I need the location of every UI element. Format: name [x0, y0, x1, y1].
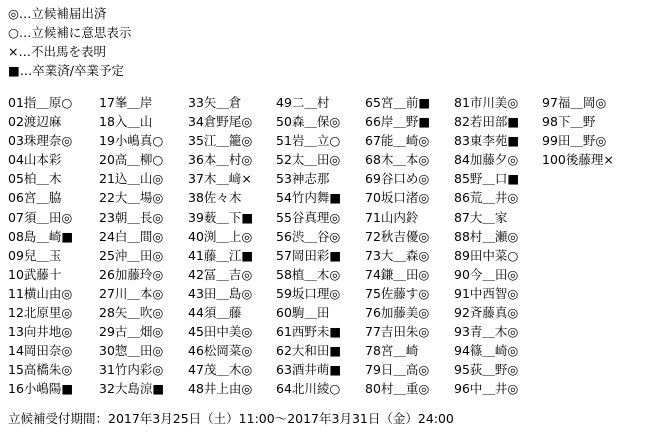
candidate-entry: 34倉野尾◎ [188, 114, 253, 130]
candidate-entry: 21込＿山◎ [99, 171, 164, 187]
candidate-entry: 97福＿岡◎ [542, 95, 607, 110]
candidate-entry: 43田＿島◎ [188, 285, 253, 301]
candidate-entry: 37木＿﨑× [188, 171, 252, 187]
candidate-entry: 82若田部■ [454, 114, 520, 130]
candidate-entry: 11横山由◎ [8, 285, 73, 301]
candidate-entry: 57岡田彩■ [276, 247, 342, 263]
candidate-column-6 [454, 93, 519, 399]
candidate-entry: 36本＿村◎ [188, 152, 253, 168]
candidate-entry: 64北川綾○ [276, 381, 341, 397]
candidate-entry: 96中＿井◎ [454, 381, 519, 397]
candidate-entry: 61西野未■ [276, 324, 342, 340]
candidate-entry: 58植＿木◎ [276, 266, 341, 282]
candidate-entry: 35江＿籠◎ [188, 133, 253, 149]
candidate-entry: 73大＿森◎ [365, 247, 430, 263]
candidate-entry: 63酒井萌■ [276, 362, 342, 378]
candidate-entry: 18入＿山 [99, 114, 153, 130]
candidate-column-1 [8, 93, 73, 399]
candidate-column-4 [276, 93, 341, 399]
candidate-entry: 47茂＿木◎ [188, 362, 253, 378]
candidate-entry: 01指＿原○ [8, 95, 73, 110]
candidate-entry: 86荒＿井◎ [454, 190, 519, 206]
candidate-column-3 [188, 93, 253, 399]
candidate-entry: 54竹内舞■ [276, 190, 342, 206]
candidate-entry: 89田中菜○ [454, 247, 519, 263]
candidate-entry: 68木＿本◎ [365, 152, 430, 168]
candidate-entry: 88村＿瀬◎ [454, 228, 519, 244]
legend-filed: ◎…立候補届出済 [8, 6, 107, 21]
legend-not-running: ×…不出馬を表明 [8, 44, 106, 59]
candidate-entry: 17峯＿岸 [99, 95, 153, 110]
candidate-entry: 40渕＿上◎ [188, 228, 253, 244]
candidate-entry: 42冨＿吉◎ [188, 266, 253, 282]
legend-graduated: ■…卒業済/卒業予定 [8, 63, 125, 78]
candidate-entry: 05柏＿木 [8, 171, 62, 187]
candidate-entry: 66岸＿野■ [365, 114, 431, 130]
candidate-entry: 56渋＿谷◎ [276, 228, 341, 244]
candidate-entry: 84加藤夕◎ [454, 152, 519, 168]
candidate-entry: 02渡辺麻 [8, 114, 62, 130]
candidate-entry: 50森＿保◎ [276, 114, 341, 130]
candidate-entry: 24白＿間◎ [99, 228, 164, 244]
candidate-entry: 25沖＿田◎ [99, 247, 164, 263]
candidate-entry: 04山本彩 [8, 152, 62, 168]
candidate-entry: 19小嶋真○ [99, 133, 164, 149]
candidate-column-7 [542, 93, 614, 169]
candidate-entry: 30惣＿田◎ [99, 343, 164, 359]
candidate-entry: 53神志那 [276, 171, 330, 187]
candidate-entry: 92斉藤真◎ [454, 305, 519, 321]
candidate-entry: 94篠＿崎◎ [454, 343, 519, 359]
candidate-entry: 32大島涼■ [99, 381, 165, 397]
candidate-column-2 [99, 93, 164, 399]
candidate-entry: 81市川美◎ [454, 95, 519, 110]
candidate-entry: 23朝＿長◎ [99, 209, 164, 225]
candidate-entry: 03珠理奈◎ [8, 133, 73, 149]
candidate-entry: 26加藤玲◎ [99, 266, 164, 282]
candidate-entry: 74鎌＿田◎ [365, 266, 430, 282]
candidate-entry: 33矢＿倉 [188, 95, 242, 110]
candidate-entry: 48井上由◎ [188, 381, 253, 397]
candidate-entry: 16小嶋陽■ [8, 381, 74, 397]
candidate-entry: 99田＿野◎ [542, 133, 607, 149]
candidate-entry: 29古＿畑◎ [99, 324, 164, 340]
candidate-entry: 98下＿野 [542, 114, 596, 130]
candidate-entry: 65宮＿前■ [365, 95, 431, 110]
candidate-entry: 100後藤理× [542, 152, 614, 168]
application-period: 立候補受付期間：2017年3月25日（土）11:00～2017年3月31日（金）24:00 [8, 411, 454, 426]
candidate-entry: 77吉田朱◎ [365, 324, 430, 340]
candidate-entry: 49二＿村 [276, 95, 330, 110]
candidate-entry: 45田中美◎ [188, 324, 253, 340]
legend [8, 4, 131, 80]
candidate-entry: 20高＿柳○ [99, 152, 164, 168]
candidate-entry: 95荻＿野◎ [454, 362, 519, 378]
candidate-entry: 15高橋朱◎ [8, 362, 73, 378]
candidate-entry: 79日＿高◎ [365, 362, 430, 378]
candidate-entry: 70坂口渚◎ [365, 190, 430, 206]
candidate-entry: 27川＿本◎ [99, 285, 164, 301]
candidate-entry: 09兒＿玉 [8, 247, 62, 263]
candidate-entry: 14岡田奈◎ [8, 343, 73, 359]
candidate-entry: 31竹内彩◎ [99, 362, 164, 378]
candidate-entry: 90今＿田◎ [454, 266, 519, 282]
candidate-entry: 71山内鈴 [365, 209, 419, 225]
candidate-entry: 78宮＿崎 [365, 343, 419, 359]
candidate-entry: 22大＿場◎ [99, 190, 164, 206]
candidate-entry: 91中西智◎ [454, 285, 519, 301]
candidate-entry: 93青＿木◎ [454, 324, 519, 340]
candidate-entry: 59坂口理◎ [276, 285, 341, 301]
candidate-entry: 46松岡菜◎ [188, 343, 253, 359]
candidate-entry: 55谷真理◎ [276, 209, 341, 225]
candidate-entry: 10武藤十 [8, 266, 62, 282]
candidate-entry: 80村＿重◎ [365, 381, 430, 397]
candidate-entry: 60駒＿田 [276, 305, 330, 321]
candidate-entry: 67能＿崎◎ [365, 133, 430, 149]
candidate-entry: 85野＿口■ [454, 171, 520, 187]
candidate-entry: 75佐藤す◎ [365, 285, 430, 301]
candidate-entry: 69谷口め◎ [365, 171, 430, 187]
candidate-entry: 07須＿田◎ [8, 209, 73, 225]
candidate-entry: 44須＿藤 [188, 305, 242, 321]
candidate-entry: 87大＿家 [454, 209, 508, 225]
candidate-entry: 39薮＿下■ [188, 209, 254, 225]
candidate-entry: 76加藤美◎ [365, 305, 430, 321]
candidate-entry: 28矢＿吹◎ [99, 305, 164, 321]
candidate-entry: 38佐々木 [188, 190, 242, 206]
candidate-column-5 [365, 93, 430, 399]
candidate-entry: 08島＿崎■ [8, 228, 74, 244]
candidate-entry: 06宮＿脇 [8, 190, 62, 206]
candidate-entry: 52太＿田◎ [276, 152, 341, 168]
candidate-entry: 51岩＿立○ [276, 133, 341, 149]
candidate-entry: 41藤＿江■ [188, 247, 254, 263]
candidate-entry: 12北原里◎ [8, 305, 73, 321]
candidate-entry: 72秋吉優◎ [365, 228, 430, 244]
legend-intent: ○…立候補に意思表示 [8, 25, 132, 40]
candidate-entry: 62大和田■ [276, 343, 342, 359]
candidate-entry: 83東李苑■ [454, 133, 520, 149]
candidate-entry: 13向井地◎ [8, 324, 73, 340]
